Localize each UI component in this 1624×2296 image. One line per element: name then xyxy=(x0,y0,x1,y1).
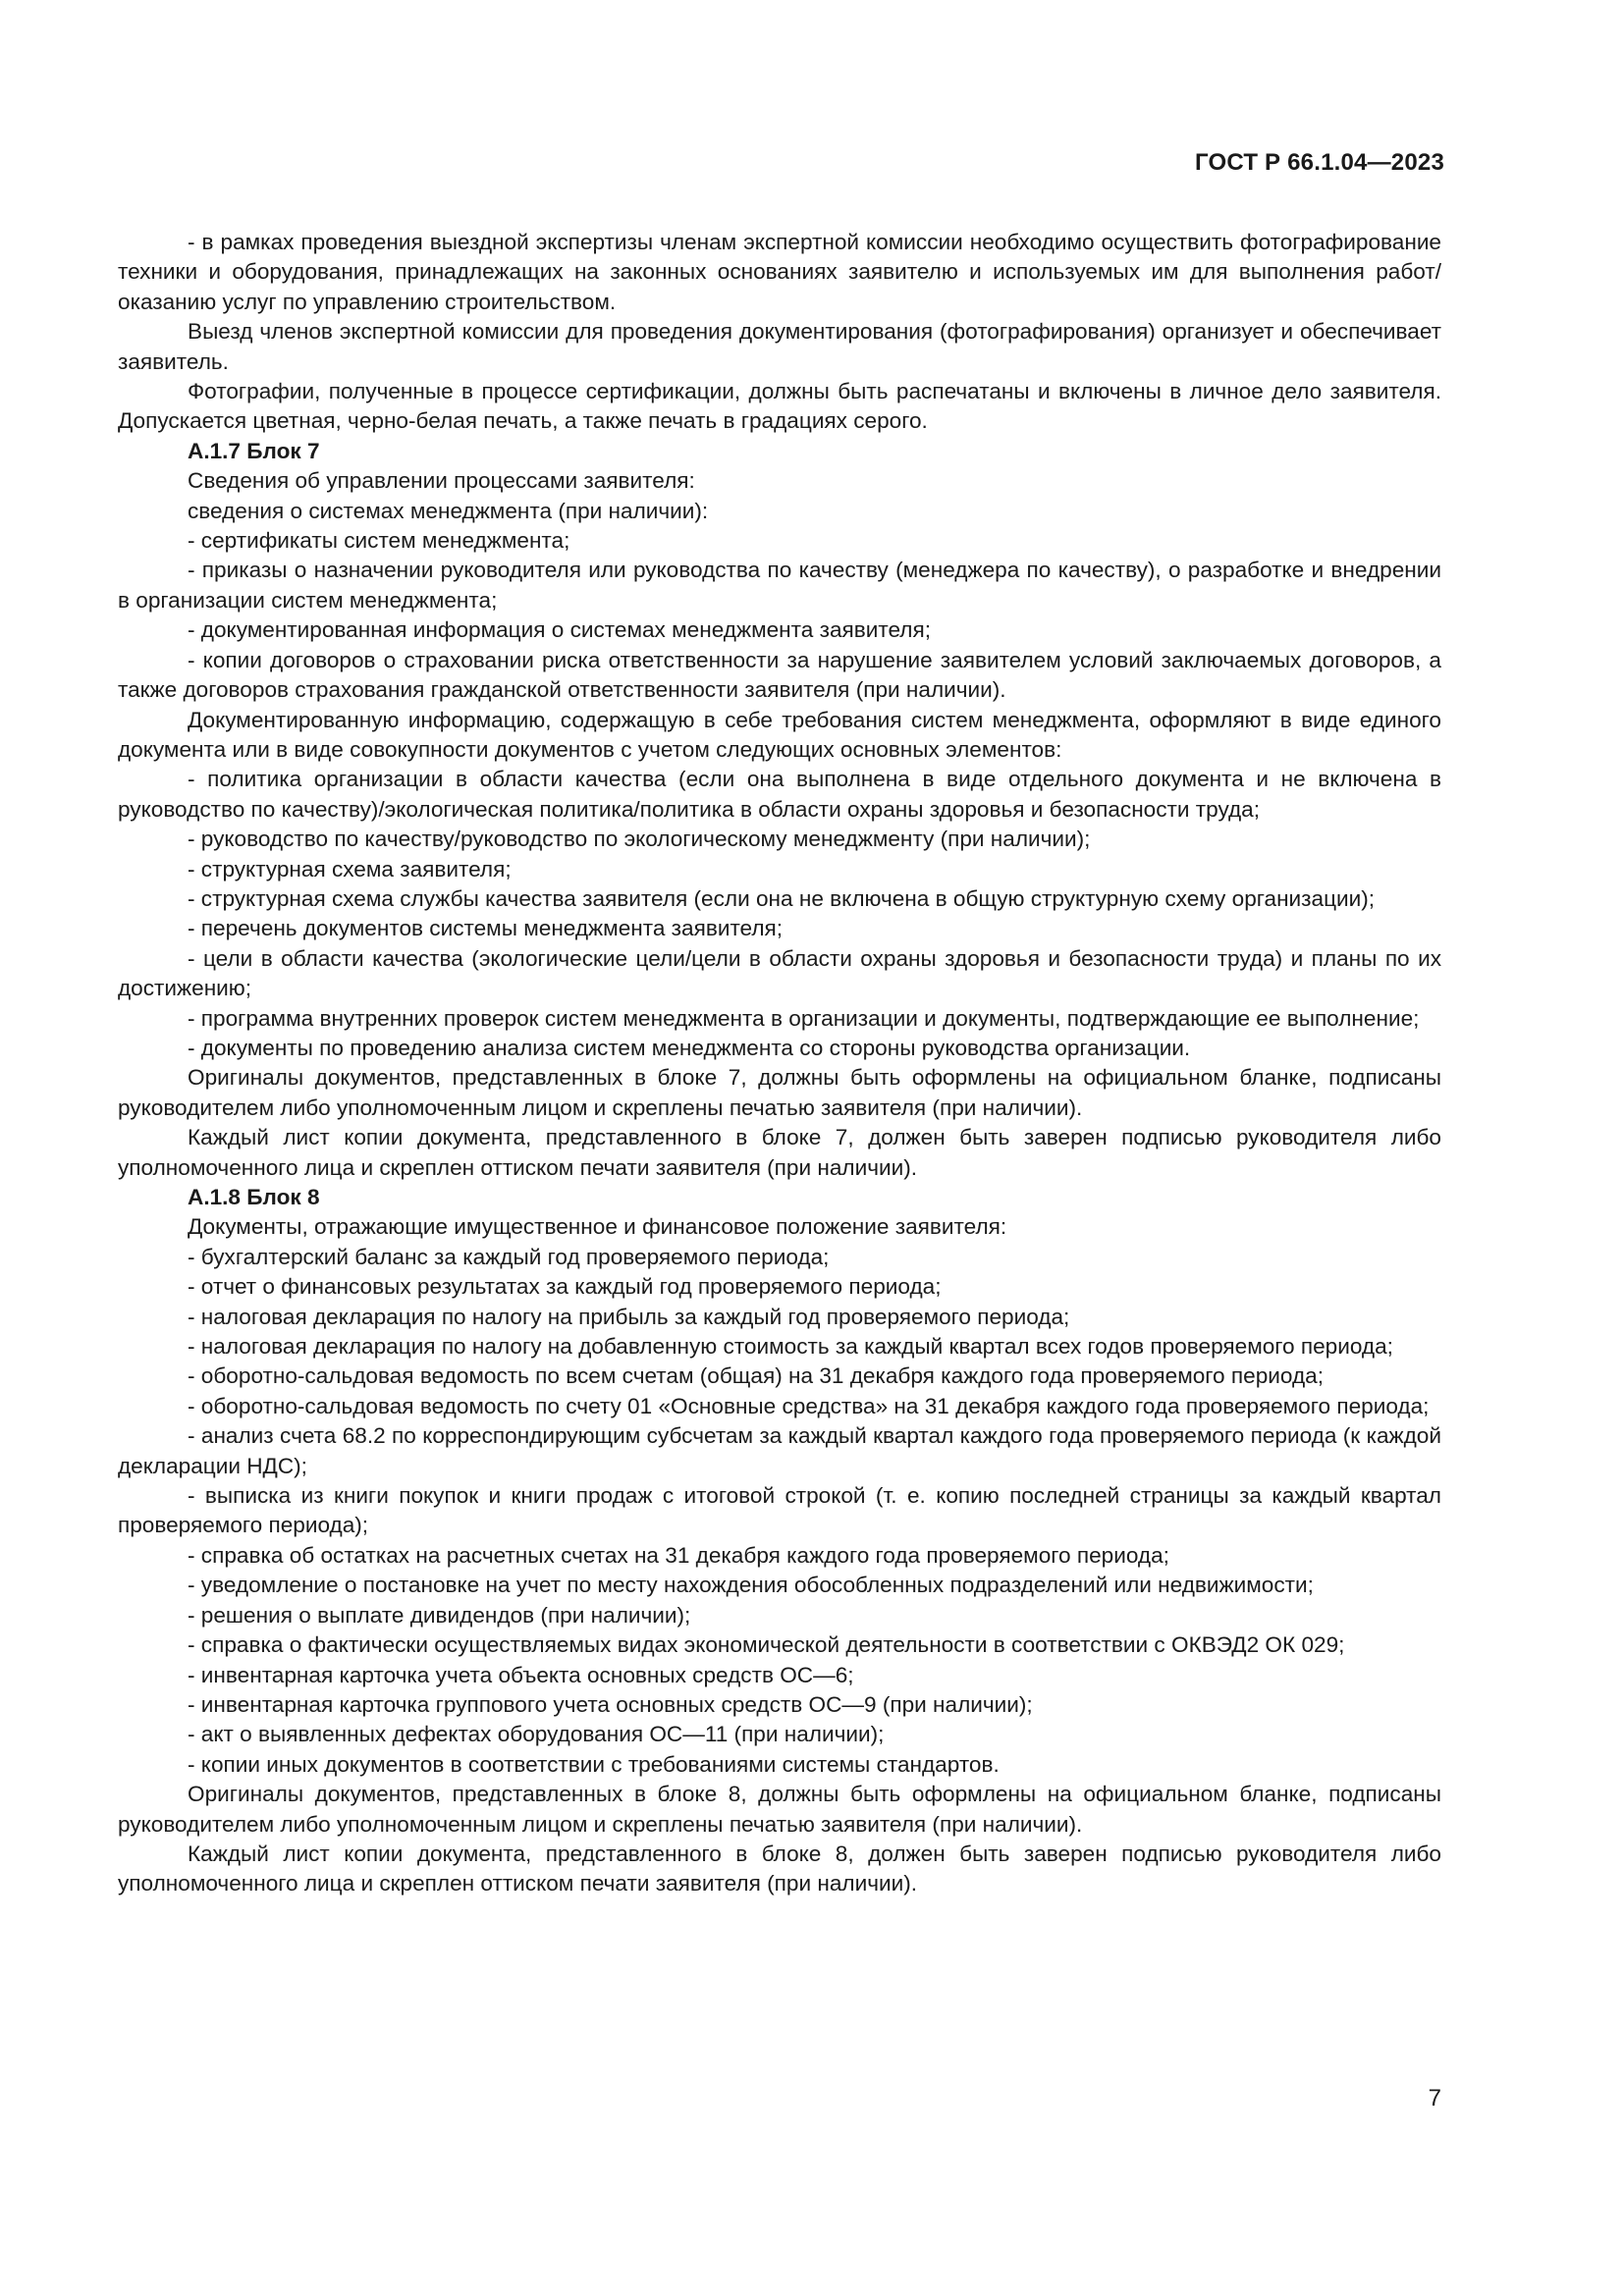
paragraph-originals-block-8: Оригиналы документов, представленных в блоке 8, должны быть оформлены на официальном бланке, подписаны руководителем либо уполномоченным лицом и скреплены печатью заявителя (при наличии). xyxy=(118,1782,1441,1837)
document-body xyxy=(118,228,1441,1899)
list-item: - руководство по качеству/руководство по экологическому менеджменту (при наличии); xyxy=(188,827,1091,852)
list-item: - уведомление о постановке на учет по месту нахождения обособленных подразделений или недвижимости; xyxy=(188,1573,1314,1598)
list-item: - сертификаты систем менеджмента; xyxy=(188,528,570,554)
list-item: - копии иных документов в соответствии с требованиями системы стандартов. xyxy=(188,1751,1000,1777)
list-item: - справка о фактически осуществляемых видах экономической деятельности в соответствии с ОКВЭД2 ОК 029; xyxy=(188,1632,1345,1658)
list-item: - справка об остатках на расчетных счетах на 31 декабря каждого года проверяемого периода; xyxy=(188,1542,1169,1568)
paragraph-documented-info: Документированную информацию, содержащую в себе требования систем менеджмента, оформляют в виде единого документа или в виде совокупности документов с учетом следующих основных элементов: xyxy=(118,707,1441,762)
list-item: - налоговая декларация по налогу на прибыль за каждый год проверяемого периода; xyxy=(188,1304,1070,1329)
list-item: - структурная схема службы качества заявителя (если она не включена в общую структурную схему организации); xyxy=(188,885,1376,911)
list-item: - перечень документов системы менеджмента заявителя; xyxy=(188,916,784,941)
list-item: - программа внутренних проверок систем менеджмента в организации и документы, подтверждающие ее выполнение; xyxy=(188,1005,1420,1031)
list-item: - политика организации в области качества (если она выполнена в виде отдельного документа и не включена в руководство по качеству)/экологическая политика/политика в области охраны здоровья и безопасности труда; xyxy=(118,767,1441,822)
list-item: - выписка из книги покупок и книги продаж с итоговой строкой (т. е. копию последней страницы за каждый квартал проверяемого периода); xyxy=(118,1483,1441,1538)
paragraph-management-systems: сведения о системах менеджмента (при наличии): xyxy=(188,498,709,523)
list-item: - структурная схема заявителя; xyxy=(188,856,512,881)
list-item: - оборотно-сальдовая ведомость по счету 01 «Основные средства» на 31 декабря каждого года проверяемого периода; xyxy=(188,1393,1430,1418)
list-item: - решения о выплате дивидендов (при наличии); xyxy=(188,1602,691,1628)
list-item: - акт о выявленных дефектах оборудования ОС—11 (при наличии); xyxy=(188,1722,885,1747)
list-item: - документы по проведению анализа систем менеджмента со стороны руководства организации. xyxy=(188,1035,1191,1060)
document-code-header: ГОСТ Р 66.1.04—2023 xyxy=(1195,149,1444,176)
page-number: 7 xyxy=(1428,2085,1441,2111)
list-item: - документированная информация о системах менеджмента заявителя; xyxy=(188,617,931,643)
list-item: - копии договоров о страховании риска ответственности за нарушение заявителем условий заключаемых договоров, а также договоров страхования гражданской ответственности заявителя (при наличии). xyxy=(118,647,1441,703)
list-item: - инвентарная карточка группового учета основных средств ОС—9 (при наличии); xyxy=(188,1691,1033,1717)
list-item: - налоговая декларация по налогу на добавленную стоимость за каждый квартал всех годов проверяемого периода; xyxy=(188,1334,1393,1360)
paragraph-financial-docs: Документы, отражающие имущественное и финансовое положение заявителя: xyxy=(188,1214,1007,1240)
list-item: - оборотно-сальдовая ведомость по всем счетам (общая) на 31 декабря каждого года проверяемого периода; xyxy=(188,1363,1324,1389)
list-item: - цели в области качества (экологические цели/цели в области охраны здоровья и безопасности труда) и планы по их достижению; xyxy=(118,945,1441,1001)
list-item: - анализ счета 68.2 по корреспондирующим субсчетам за каждый квартал каждого года проверяемого периода (к каждой декларации НДС); xyxy=(118,1423,1441,1478)
list-item: - отчет о финансовых результатах за каждый год проверяемого периода; xyxy=(188,1274,942,1300)
paragraph-originals-block-7: Оригиналы документов, представленных в блоке 7, должны быть оформлены на официальном бланке, подписаны руководителем либо уполномоченным лицом и скреплены печатью заявителя (при наличии). xyxy=(118,1065,1441,1120)
list-item: - приказы о назначении руководителя или руководства по качеству (менеджера по качеству), о разработке и внедрении в организации систем менеджмента; xyxy=(118,558,1441,613)
list-item: - инвентарная карточка учета объекта основных средств ОС—6; xyxy=(188,1662,854,1687)
paragraph-process-management: Сведения об управлении процессами заявителя: xyxy=(188,468,695,494)
list-item: - бухгалтерский баланс за каждый год проверяемого периода; xyxy=(188,1244,830,1269)
paragraph-photo-requirement: - в рамках проведения выездной экспертизы членам экспертной комиссии необходимо осуществить фотографирование техники и оборудования, принадлежащих на законных основаниях заявителю и используемых им для выполнения работ/оказанию услуг по управлению строительством. xyxy=(118,230,1441,314)
paragraph-commission-visit: Выезд членов экспертной комиссии для проведения документирования (фотографирования) организует и обеспечивает заявитель. xyxy=(118,319,1441,374)
paragraph-photos-print: Фотографии, полученные в процессе сертификации, должны быть распечатаны и включены в личное дело заявителя. Допускается цветная, черно-белая печать, а также печать в градациях серого. xyxy=(118,379,1441,434)
paragraph-copies-block-8: Каждый лист копии документа, представленного в блоке 8, должен быть заверен подписью руководителя либо уполномоченного лица и скреплен оттиском печати заявителя (при наличии). xyxy=(118,1841,1441,1896)
section-heading-block-8: А.1.8 Блок 8 xyxy=(188,1185,320,1209)
section-heading-block-7: А.1.7 Блок 7 xyxy=(188,438,320,463)
paragraph-copies-block-7: Каждый лист копии документа, представленного в блоке 7, должен быть заверен подписью руководителя либо уполномоченного лица и скреплен оттиском печати заявителя (при наличии). xyxy=(118,1125,1441,1180)
